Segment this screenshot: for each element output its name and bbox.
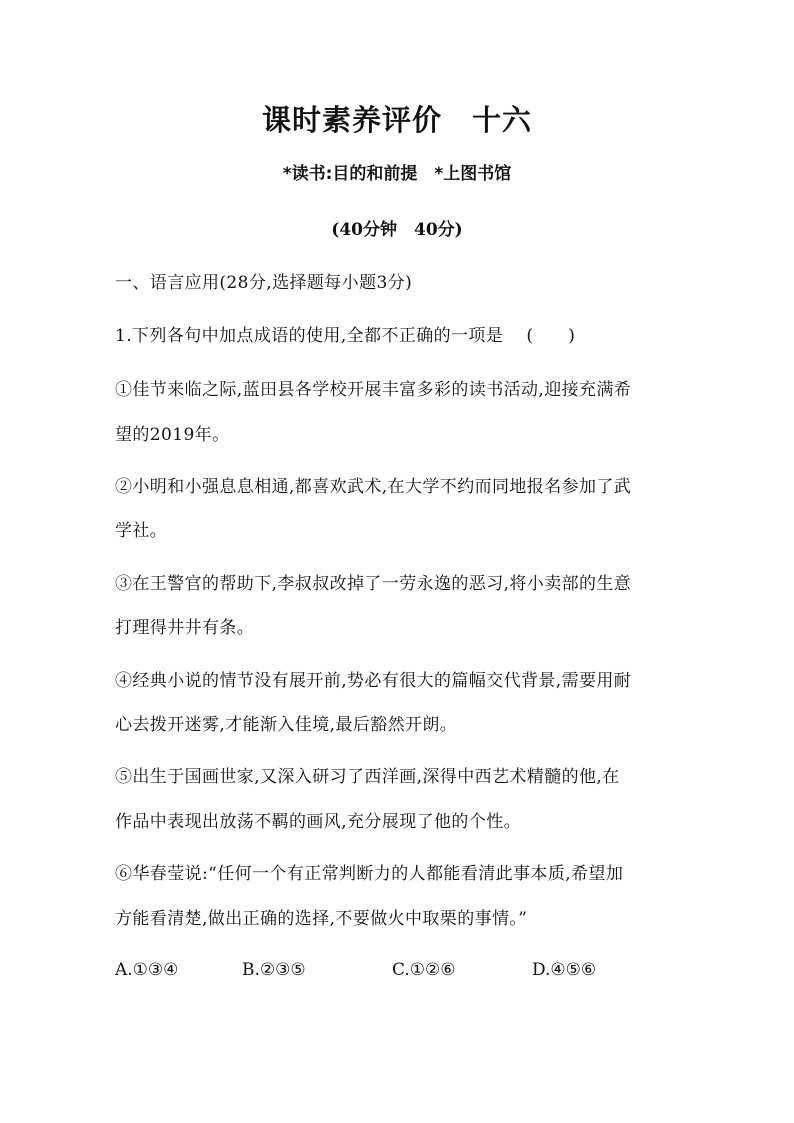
sentence-1-line-2: 望的2019年。 [115,425,230,445]
sentence-1-line-1: ①佳节来临之际,蓝田县各学校开展丰富多彩的读书活动,迎接充满希 [115,380,632,400]
sentence-4-line-1: ④经典小说的情节没有展开前,势必有很大的篇幅交代背景,需要用耐 [115,671,632,691]
question-stem: 1.下列各句中加点成语的使用,全都不正确的一项是 ( ) [115,326,576,346]
sentence-2-line-2: 学社。 [115,521,168,541]
sentence-6-line-2: 方能看清楚,做出正确的选择,不要做火中取栗的事情。” [115,909,528,929]
sentence-2-line-1: ②小明和小强息息相通,都喜欢武术,在大学不约而同地报名参加了武 [115,477,632,497]
sentence-4-line-2: 心去拨开迷雾,才能渐入佳境,最后豁然开朗。 [115,715,458,735]
lesson-subtitle: *读书:目的和前提 *上图书馆 [282,164,512,184]
sentence-3-line-1: ③在王警官的帮助下,李叔叔改掉了一劳永逸的恶习,将小卖部的生意 [115,574,632,594]
option-c[interactable]: C.①②⑥ [392,960,456,980]
option-a[interactable]: A.①③④ [115,960,179,980]
answer-options [115,960,675,984]
option-d[interactable]: D.④⑤⑥ [532,960,597,980]
page-title: 课时素养评价 十六 [261,103,532,137]
sentence-3-line-2: 打理得井井有条。 [115,618,255,638]
section-heading: 一、语言应用(28分,选择题每小题3分) [115,273,413,293]
time-limit: (40分钟 40分) [331,220,463,240]
option-b[interactable]: B.②③⑤ [242,960,306,980]
sentence-5-line-2: 作品中表现出放荡不羁的画风,充分展现了他的个性。 [115,812,522,832]
sentence-6-line-1: ⑥华春莹说:“任何一个有正常判断力的人都能看清此事本质,希望加 [115,864,624,884]
sentence-5-line-1: ⑤出生于国画世家,又深入研习了西洋画,深得中西艺术精髓的他,在 [115,767,620,787]
